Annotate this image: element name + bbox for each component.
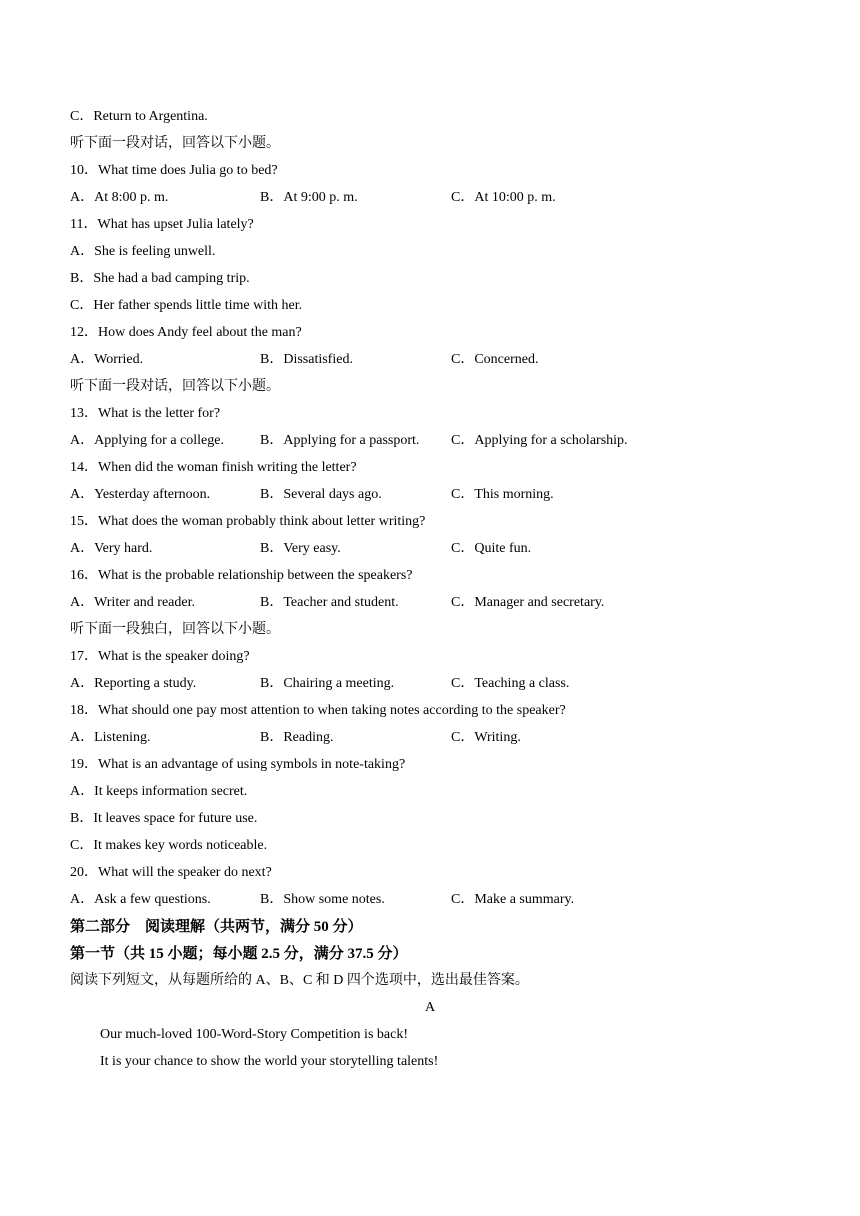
option-a: A．Very hard. (70, 541, 153, 556)
option-b: B．Several days ago. (260, 487, 382, 502)
option-a: A．She is feeling unwell. (70, 244, 216, 259)
option-c: C．Her father spends little time with her. (70, 298, 303, 313)
option-c: C．Quite fun. (451, 541, 532, 556)
option-c: C．Writing. (451, 730, 521, 745)
question-14: 14．When did the woman finish writing the letter? (70, 460, 357, 475)
option-b: B．Applying for a passport. (260, 433, 420, 448)
question-20: 20．What will the speaker do next? (70, 865, 272, 880)
question-12: 12．How does Andy feel about the man? (70, 325, 302, 340)
reading-instruction: 阅读下列短文，从每题所给的 A、B、C 和 D 四个选项中，选出最佳答案。 (70, 973, 529, 988)
option-a: A．Applying for a college. (70, 433, 224, 448)
option-c: C．Manager and secretary. (451, 595, 605, 610)
option-b: B．Show some notes. (260, 892, 385, 907)
option-b: B．It leaves space for future use. (70, 811, 258, 826)
question-11: 11．What has upset Julia lately? (70, 217, 254, 232)
passage-paragraph: Our much-loved 100-Word-Story Competition is back! (100, 1027, 408, 1042)
option-c: C．This morning. (451, 487, 554, 502)
listening-instruction: 听下面一段对话，回答以下小题。 (70, 379, 280, 394)
option-b: B．She had a bad camping trip. (70, 271, 250, 286)
option-b: B．Reading. (260, 730, 334, 745)
option-c: C．It makes key words noticeable. (70, 838, 268, 853)
option-a: A．Worried. (70, 352, 144, 367)
option-a: A．Writer and reader. (70, 595, 195, 610)
option-a: A．Listening. (70, 730, 151, 745)
option-c: C．Concerned. (451, 352, 539, 367)
option-c: C．Teaching a class. (451, 676, 570, 691)
question-15: 15．What does the woman probably think about letter writing? (70, 514, 426, 529)
option-a: A．Ask a few questions. (70, 892, 211, 907)
option-b: B．Very easy. (260, 541, 341, 556)
option-b: B．At 9:00 p. m. (260, 190, 358, 205)
option-a: A．Yesterday afternoon. (70, 487, 211, 502)
part-heading: 第二部分 阅读理解（共两节，满分 50 分） (70, 919, 363, 935)
option-c: C．Applying for a scholarship. (451, 433, 628, 448)
question-18: 18．What should one pay most attention to when taking notes according to the speaker? (70, 703, 566, 718)
option-a: A．At 8:00 p. m. (70, 190, 169, 205)
question-16: 16．What is the probable relationship between the speakers? (70, 568, 413, 583)
option-a: A．It keeps information secret. (70, 784, 248, 799)
listening-instruction: 听下面一段对话，回答以下小题。 (70, 136, 280, 151)
option-b: B．Chairing a meeting. (260, 676, 395, 691)
option-c: C．Make a summary. (451, 892, 575, 907)
passage-paragraph: It is your chance to show the world your storytelling talents! (100, 1054, 439, 1069)
question-13: 13．What is the letter for? (70, 406, 221, 421)
section-heading: 第一节（共 15 小题；每小题 2.5 分，满分 37.5 分） (70, 946, 408, 962)
option-a: A．Reporting a study. (70, 676, 197, 691)
question-10: 10．What time does Julia go to bed? (70, 163, 278, 178)
passage-label: A (424, 1000, 436, 1015)
option-c: C．At 10:00 p. m. (451, 190, 556, 205)
question-17: 17．What is the speaker doing? (70, 649, 250, 664)
question-19: 19．What is an advantage of using symbols in note-taking? (70, 757, 406, 772)
listening-instruction: 听下面一段独白，回答以下小题。 (70, 622, 280, 637)
option-b: B．Teacher and student. (260, 595, 399, 610)
option-b: B．Dissatisfied. (260, 352, 353, 367)
option-text: C．Return to Argentina. (70, 109, 208, 124)
